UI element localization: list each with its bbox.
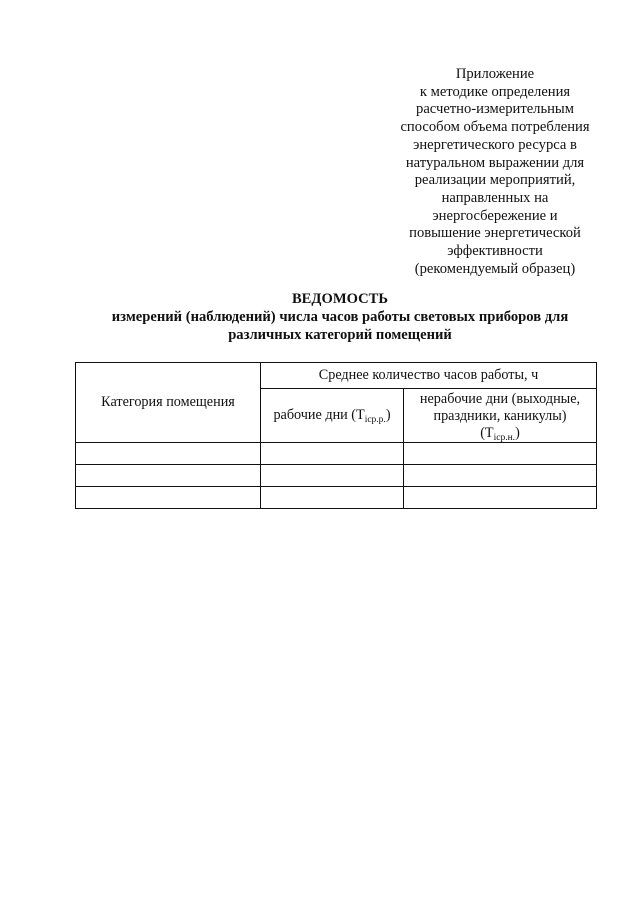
appendix-line: реализации мероприятий, [414, 172, 576, 189]
header-category: Категория помещения [76, 363, 261, 443]
header-nonworkdays-close: ) [515, 425, 520, 441]
appendix-block [380, 66, 610, 278]
table-cell [261, 487, 404, 509]
header-nonworkdays-line2: праздники, каникулы) [433, 408, 567, 424]
title-subtitle-line1: измерений (наблюдений) числа часов работы световых приборов для [111, 309, 569, 325]
table-cell [261, 443, 404, 465]
document-title [60, 290, 620, 344]
table-cell [76, 443, 261, 465]
header-workdays-close: ) [385, 407, 391, 423]
appendix-line: повышение энергетической [409, 225, 581, 242]
appendix-line: эффективности [447, 243, 543, 260]
header-nonworkdays-line1: нерабочие дни (выходные, [419, 391, 581, 407]
table-cell [261, 465, 404, 487]
appendix-line: энергосбережение и [432, 207, 558, 224]
table-cell [76, 487, 261, 509]
appendix-line: Приложение [455, 66, 535, 82]
appendix-line: способом объема потребления [400, 119, 590, 136]
table-row [76, 465, 597, 487]
appendix-line: натуральном выражении для [405, 154, 585, 171]
header-nonworkdays-line3 [404, 425, 596, 442]
table-row [76, 443, 597, 465]
appendix-line: (рекомендуемый образец) [414, 260, 576, 277]
register-table [75, 362, 597, 509]
header-nonworkdays [404, 389, 597, 443]
appendix-line: энергетического ресурса в [413, 136, 577, 153]
table-cell [404, 443, 597, 465]
appendix-line: к методике определения [419, 83, 571, 100]
table-header-row [76, 363, 597, 389]
title-heading: ВЕДОМОСТЬ [291, 291, 389, 307]
table-cell [76, 465, 261, 487]
appendix-line: расчетно-измерительным [416, 101, 574, 118]
header-avg-hours: Среднее количество часов работы, ч [261, 363, 597, 389]
table-cell [404, 465, 597, 487]
header-nonworkdays-open: (T [480, 425, 494, 441]
header-nonworkdays-sub: icp.н. [493, 433, 516, 443]
header-workdays-sub: icp.p. [364, 415, 386, 425]
title-subtitle-line2: различных категорий помещений [228, 327, 452, 343]
header-workdays [261, 389, 404, 443]
table-row [76, 487, 597, 509]
table-cell [404, 487, 597, 509]
appendix-line: направленных на [441, 189, 549, 206]
header-workdays-text: рабочие дни (T [273, 407, 365, 423]
